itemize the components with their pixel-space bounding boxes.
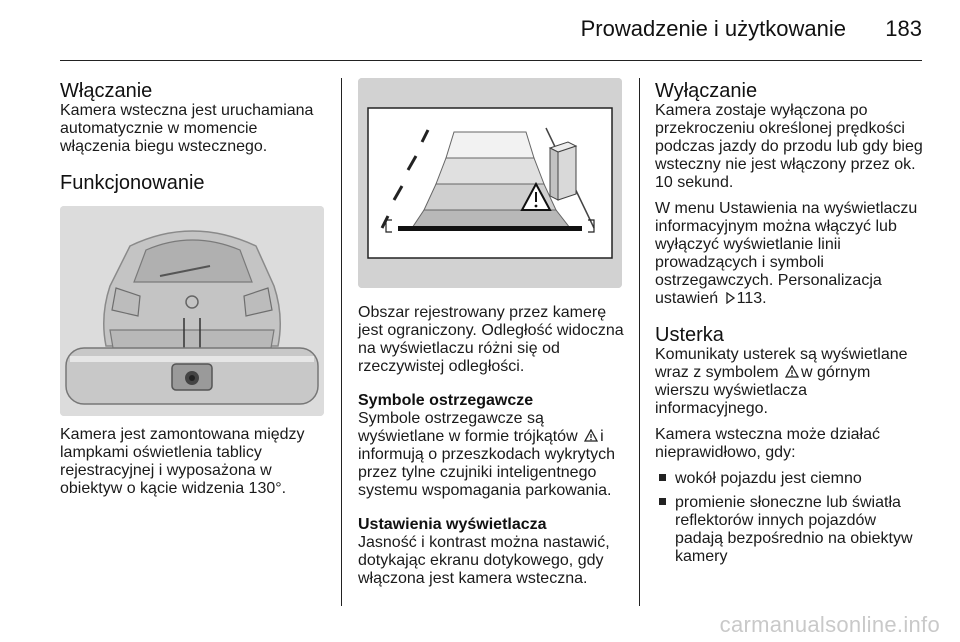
column-divider-1 xyxy=(341,78,342,606)
warning-triangle-icon xyxy=(584,429,598,442)
page-reference-arrow-icon xyxy=(725,292,735,304)
paragraph-menu-ustawienia: W menu Ustawienia na wyświetlaczu informacyjnym można włączyć lub wyłączyć wyświetlanie linii prowadzących i symboli ostrzegawczych. Personalizacja ustawień 113. xyxy=(655,200,918,307)
paragraph-symbole: Symbole ostrzegawcze są wyświetlane w formie trójkątów i informują o przeszkodach wykrytych przez tylne czujniki inteligentnego systemu wspomagania parkowania. xyxy=(358,410,615,499)
page-reference-link[interactable]: 113. xyxy=(736,290,767,307)
paragraph-usterka: Komunikaty usterek są wyświetlane wraz z symbolem w górnym wierszu wyświetlacza informacyjnego. xyxy=(655,346,908,417)
car-rear-icon xyxy=(60,206,324,416)
list-item: wokół pojazdu jest ciemno xyxy=(655,470,923,488)
paragraph-wlaczanie: Kamera wsteczna jest uruchamiana automatycznie w momencie włączenia biegu wstecznego. xyxy=(60,102,314,155)
heading-usterka: Usterka xyxy=(655,324,724,346)
watermark: carmanualsonline.info xyxy=(719,612,940,637)
bullet-square-icon xyxy=(659,498,666,505)
paragraph-obszar: Obszar rejestrowany przez kamerę jest ograniczony. Odległość widoczna na wyświetlaczu różni się od rzeczywistej odległości. xyxy=(358,304,624,375)
column-2 xyxy=(358,78,626,588)
column-3 xyxy=(655,80,923,566)
heading-wylaczanie: Wyłączanie xyxy=(655,80,758,102)
warning-triangle-icon xyxy=(785,365,799,378)
subheading-symbole: Symbole ostrzegawcze xyxy=(358,392,534,409)
paragraph-funkcjonowanie: Kamera jest zamontowana między lampkami oświetlenia tablicy rejestracyjnej i wyposażona w obiektyw o kącie widzenia 130°. xyxy=(60,426,305,497)
bullet-square-icon xyxy=(659,474,666,481)
header-rule xyxy=(60,60,922,61)
running-head-title: Prowadzenie i użytkowanie xyxy=(580,16,846,41)
rear-camera-car-illustration xyxy=(60,206,324,416)
subheading-ustawienia: Ustawienia wyświetlacza xyxy=(358,516,547,533)
column-divider-2 xyxy=(639,78,640,606)
camera-display-illustration xyxy=(358,78,622,288)
guide-lines-display-icon xyxy=(358,78,622,288)
malfunction-list xyxy=(655,470,923,566)
list-item: promienie słoneczne lub światła reflektorów innych pojazdów padają bezpośrednio na obiektyw kamery xyxy=(655,494,923,566)
column-1 xyxy=(60,80,328,498)
heading-funkcjonowanie: Funkcjonowanie xyxy=(60,172,205,194)
paragraph-ustawienia: Jasność i kontrast można nastawić, dotykając ekranu dotykowego, gdy włączona jest kamera wsteczna. xyxy=(358,534,610,587)
paragraph-wylaczanie: Kamera zostaje wyłączona po przekroczeniu określonej prędkości podczas jazdy do przodu lub gdy bieg wsteczny nie jest włączony przez ok. 10 sekund. xyxy=(655,102,923,191)
heading-wlaczanie: Włączanie xyxy=(60,80,153,102)
paragraph-nieprawidlowo: Kamera wsteczna może działać nieprawidłowo, gdy: xyxy=(655,426,880,461)
page-number: 183 xyxy=(885,16,922,41)
